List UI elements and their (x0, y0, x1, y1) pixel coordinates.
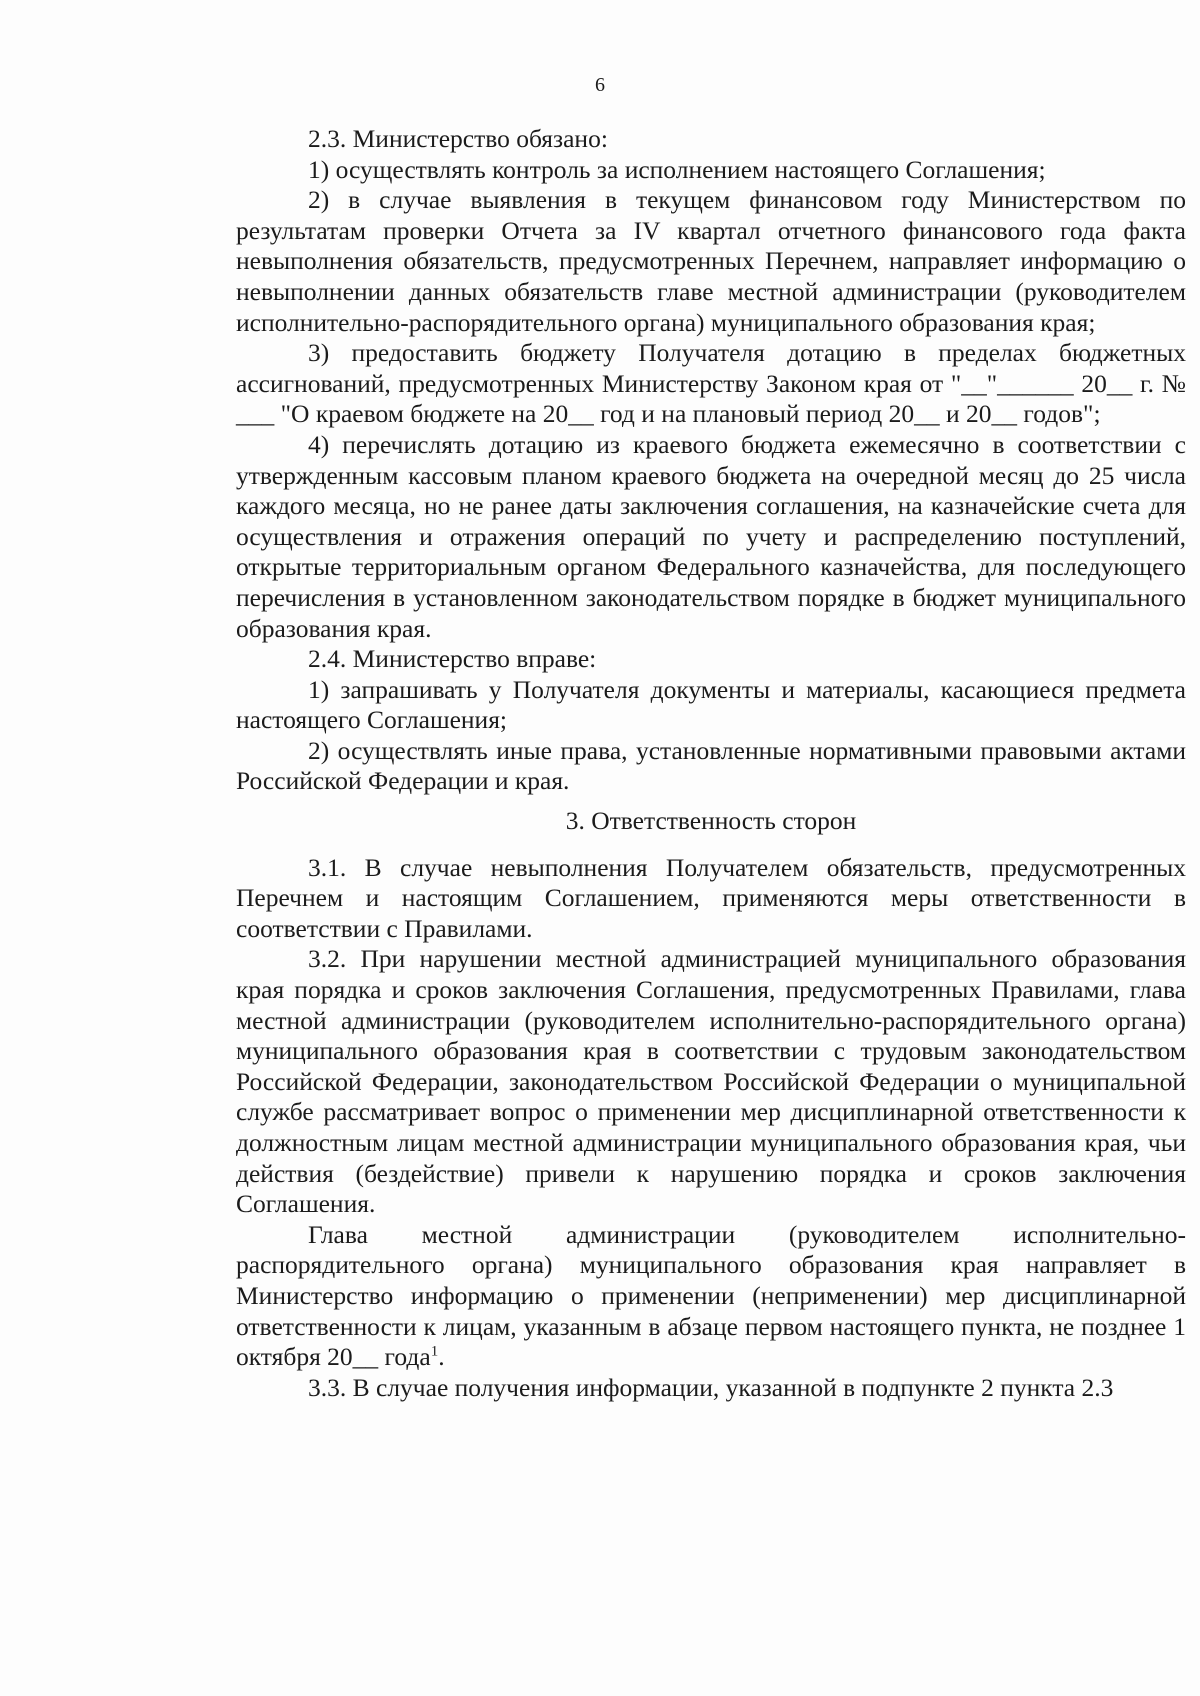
paragraph-2-3-item-2: 2) в случае выявления в текущем финансовом году Министерством по результатам проверки Отчета за IV квартал отчетного финансового года факта невыполнения обязательств, предусмотренных Перечнем, направляет информацию о невыполнении данных обязательств главе местной администрации (руководителем исполнительно-распорядительного органа) муниципального образования края; (236, 185, 1186, 337)
page-number: 6 (595, 74, 605, 96)
footnote-marker: 1 (430, 1343, 439, 1360)
paragraph-2-4-item-1: 1) запрашивать у Получателя документы и материалы, касающиеся предмета настоящего Соглашения; (236, 674, 1186, 735)
paragraph-2-3-item-4: 4) перечислять дотацию из краевого бюджета ежемесячно в соответствии с утвержденным кассовым планом краевого бюджета на очередной месяц до 25 числа каждого месяца, но не ранее даты заключения соглашения, на казначейские счета для осуществления и отражения операций по учету и распределению поступлений, открытые территориальным органом Федерального казначейства, для последующего перечисления в установленном законодательством порядке в бюджет муниципального образования края. (236, 429, 1186, 643)
section-3-heading: 3. Ответственность сторон (565, 806, 857, 836)
paragraph-3-2: 3.2. При нарушении местной администрацией муниципального образования края порядка и сроков заключения Соглашения, предусмотренных Правилами, глава местной администрации (руководителем исполнительно-распорядительного органа) муниципального образования края в соответствии с трудовым законодательством Российской Федерации, законодательством Российской Федерации о муниципальной службе рассматривает вопрос о применении мер дисциплинарной ответственности к должностным лицам местной администрации муниципального образования края, чьи действия (бездействие) привели к нарушению порядка и сроков заключения Соглашения. (236, 944, 1186, 1219)
paragraph-2-3-item-1: 1) осуществлять контроль за исполнением настоящего Соглашения; (308, 154, 1046, 184)
paragraph-2-4-item-2: 2) осуществлять иные права, установленные нормативными правовыми актами Российской Федерации и края. (236, 735, 1186, 796)
paragraph-2-4-title: 2.4. Министерство вправе: (308, 644, 597, 674)
paragraph-3-3: 3.3. В случае получения информации, указанной в подпункте 2 пункта 2.3 (308, 1372, 1114, 1402)
paragraph-2-3-title: 2.3. Министерство обязано: (308, 124, 608, 153)
paragraph-3-2-second-abzac: Глава местной администрации (руководителем исполнительно-распорядительного органа) муниципального образования края направляет в Министерство информацию о применении (неприменении) мер дисциплинарной ответственности к лицам, указанным в абзаце первом настоящего пункта, не позднее 1 октября 20__ года$^1$. (236, 1219, 1186, 1372)
document-body (236, 124, 1186, 1403)
paragraph-2-3-item-3: 3) предоставить бюджету Получателя дотацию в пределах бюджетных ассигнований, предусмотренных Министерству Законом края от "__"______ 20__ г. № ___ "О краевом бюджете на 20__ год и на плановый период 20__ и 20__ годов"; (236, 338, 1186, 429)
paragraph-3-2-second-abzac-text: Глава местной администрации (руководителем исполнительно-распорядительного органа) муниципального образования края направляет в Министерство информацию о применении (неприменении) мер дисциплинарной ответственности к лицам, указанным в абзаце первом настоящего пункта, не позднее 1 октября 20__ года (236, 1219, 1186, 1372)
paragraph-3-1: 3.1. В случае невыполнения Получателем обязательств, предусмотренных Перечнем и настоящим Соглашением, применяются меры ответственности в соответствии с Правилами. (236, 852, 1186, 943)
